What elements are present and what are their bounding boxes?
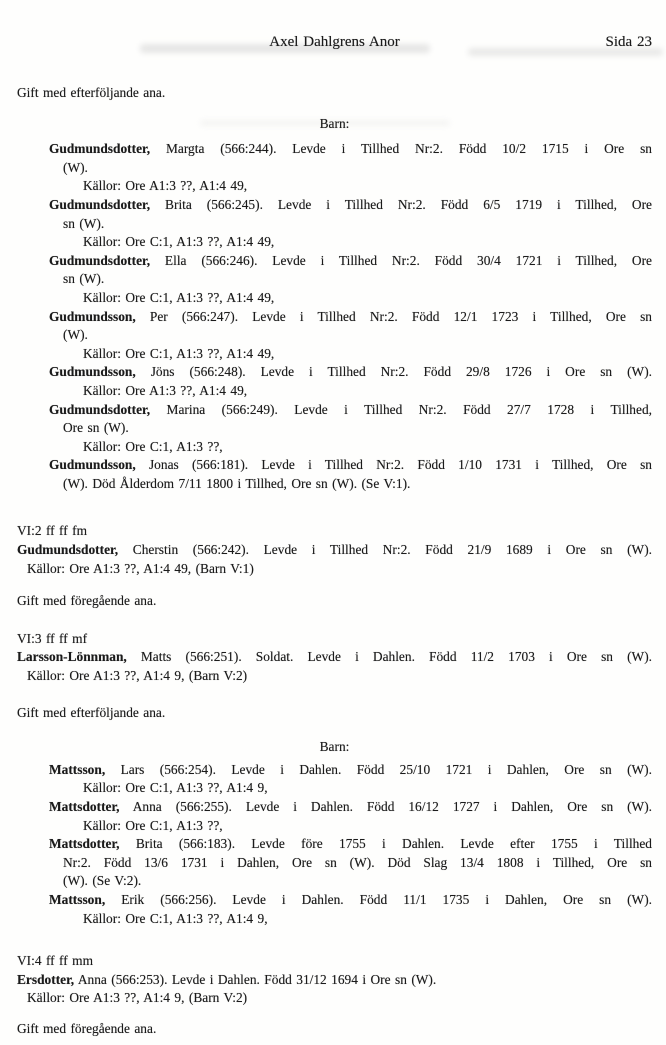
child-details: Marina (566:249). Levde i Tillhed Nr:2. Född 27/7 1728 i Tillhed, xyxy=(166,401,652,417)
ancestor-surname: Larsson-Lönnman, xyxy=(17,649,127,665)
child-details: Margta (566:244). Levde i Tillhed Nr:2. Född 10/2 1715 i Ore sn xyxy=(165,141,652,157)
child-surname: Gudmundsdotter, xyxy=(49,141,151,157)
child-surname: Mattsdotter, xyxy=(49,799,120,814)
ancestor-surname: Ersdotter, xyxy=(17,971,75,987)
ancestor-person-line xyxy=(17,971,652,990)
document-title: Axel Dahlgrens Anor xyxy=(269,34,400,50)
ancestor-details: Matts (566:251). Soldat. Levde i Dahlen. Född 11/2 1703 i Ore sn (W). xyxy=(140,649,652,665)
ancestor-ref: VI:4 ff ff mm xyxy=(17,953,93,969)
children-list-1 xyxy=(49,140,652,493)
child-sources-line: Källor: Ore C:1, A1:3 ??, A1:4 9, xyxy=(83,910,268,926)
ancestor-sources-line: Källor: Ore A1:3 ??, A1:4 49, (Barn V:1) xyxy=(27,560,254,576)
child-details: Brita (566:245). Levde i Tillhed Nr:2. Född 6/5 1719 i Tillhed, Ore xyxy=(165,196,652,212)
children-list-2 xyxy=(49,761,652,928)
page-number: Sida 23 xyxy=(605,34,652,50)
child-surname: Gudmundsdotter, xyxy=(49,252,151,268)
child-sources-line: Källor: Ore C:1, A1:3 ??, xyxy=(83,438,223,454)
child-first-line xyxy=(49,798,652,817)
child-entry xyxy=(49,363,652,400)
child-entry xyxy=(49,196,652,252)
child-sources-line: Källor: Ore A1:3 ??, A1:4 49, xyxy=(83,178,248,194)
ancestor-details: Anna (566:253). Levde i Dahlen. Född 31/12 1694 i Ore sn (W). xyxy=(77,971,437,987)
ancestor-ref: VI:3 ff ff mf xyxy=(17,630,88,646)
child-first-line xyxy=(49,363,652,382)
child-first-line xyxy=(49,761,652,780)
child-first-line xyxy=(49,891,652,910)
child-continuation-line: sn (W). xyxy=(63,271,105,287)
child-first-line xyxy=(49,456,652,475)
ancestor-sources-line: Källor: Ore A1:3 ??, A1:4 9, (Barn V:2) xyxy=(27,668,248,684)
ancestor-surname: Gudmundsdotter, xyxy=(17,542,119,558)
child-details: Per (566:247). Levde i Tillhed Nr:2. Född 12/1 1723 i Tillhed, Ore sn xyxy=(149,308,652,324)
child-details: Anna (566:255). Levde i Dahlen. Född 16/12 1727 i Dahlen, Ore sn (W). xyxy=(132,799,652,814)
child-first-line xyxy=(49,308,652,327)
child-surname: Gudmundsdotter, xyxy=(49,196,151,212)
child-continuation-line: (W). xyxy=(63,327,88,343)
child-sources-line: Källor: Ore C:1, A1:3 ??, A1:4 49, xyxy=(83,289,275,305)
child-sources-line: Källor: Ore C:1, A1:3 ??, xyxy=(83,817,223,833)
ancestor-ref: VI:2 ff ff fm xyxy=(17,523,88,539)
child-sources-line: Källor: Ore C:1, A1:3 ??, A1:4 49, xyxy=(83,234,275,250)
child-sources-line: Källor: Ore A1:3 ??, A1:4 49, xyxy=(83,382,248,398)
child-first-line xyxy=(49,835,652,854)
child-continuation-line: Nr:2. Född 13/6 1731 i Dahlen, Ore sn (W). Död Slag 13/4 1808 i Tillhed, Ore sn xyxy=(63,854,652,870)
child-entry xyxy=(49,308,652,364)
ancestor-block-vi4 xyxy=(17,952,652,1008)
child-continuation-line: (W). xyxy=(63,159,88,175)
child-entry xyxy=(49,140,652,196)
ancestor-sources-line: Källor: Ore A1:3 ??, A1:4 9, (Barn V:2) xyxy=(27,990,248,1006)
child-surname: Mattsdotter, xyxy=(49,836,120,852)
child-entry xyxy=(49,761,652,798)
child-details: Jöns (566:248). Levde i Tillhed Nr:2. Född 29/8 1726 i Ore sn (W). xyxy=(150,364,652,380)
child-entry xyxy=(49,798,652,835)
child-continuation-line: (W). (Se V:2). xyxy=(63,873,142,889)
marriage-note-bottom: Gift med föregående ana. xyxy=(17,1020,157,1036)
child-details: Lars (566:254). Levde i Dahlen. Född 25/10 1721 i Dahlen, Ore sn (W). xyxy=(120,761,652,777)
page-header xyxy=(17,33,652,53)
child-surname: Gudmundsson, xyxy=(49,364,136,380)
child-first-line xyxy=(49,140,652,159)
ancestor-block-vi2 xyxy=(17,522,652,578)
ancestor-details: Cherstin (566:242). Levde i Tillhed Nr:2. Född 21/9 1689 i Ore sn (W). xyxy=(132,542,653,558)
child-details: Erik (566:256). Levde i Dahlen. Född 11/1 1735 i Dahlen, Ore sn (W). xyxy=(121,891,652,907)
ancestor-person-line xyxy=(17,648,652,667)
children-heading-1: Barn: xyxy=(319,115,350,131)
child-entry xyxy=(49,401,652,457)
child-surname: Gudmundsson, xyxy=(49,457,136,473)
child-sources-line: Källor: Ore C:1, A1:3 ??, A1:4 49, xyxy=(83,345,275,361)
marriage-note: Gift med efterföljande ana. xyxy=(17,704,166,720)
child-surname: Mattsson, xyxy=(49,761,106,777)
marriage-note: Gift med föregående ana. xyxy=(17,593,157,609)
children-heading-2: Barn: xyxy=(319,739,350,755)
child-entry xyxy=(49,891,652,928)
child-first-line xyxy=(49,196,652,215)
child-sources-line: Källor: Ore C:1, A1:3 ??, A1:4 9, xyxy=(83,780,268,796)
child-entry xyxy=(49,252,652,308)
marriage-note-top: Gift med efterföljande ana. xyxy=(17,85,166,100)
child-surname: Mattsson, xyxy=(49,891,106,907)
child-details: Brita (566:183). Levde före 1755 i Dahlen. Levde efter 1755 i Tillhed xyxy=(135,836,652,852)
child-first-line xyxy=(49,252,652,271)
child-first-line xyxy=(49,401,652,420)
child-continuation-line: sn (W). xyxy=(63,215,105,231)
ancestor-person-line xyxy=(17,541,652,560)
child-continuation-line: Ore sn (W). xyxy=(63,420,129,436)
child-entry xyxy=(49,835,652,891)
child-details: Jonas (566:181). Levde i Tillhed Nr:2. Född 1/10 1731 i Tillhed, Ore sn xyxy=(148,457,652,473)
child-surname: Gudmundsdotter, xyxy=(49,401,151,417)
child-continuation-line: (W). Död Ålderdom 7/11 1800 i Tillhed, Ore sn (W). (Se V:1). xyxy=(63,475,411,491)
child-entry xyxy=(49,456,652,493)
child-details: Ella (566:246). Levde i Tillhed Nr:2. Född 30/4 1721 i Tillhed, Ore xyxy=(164,252,652,268)
child-surname: Gudmundsson, xyxy=(49,308,136,324)
ancestor-block-vi3 xyxy=(17,630,652,686)
